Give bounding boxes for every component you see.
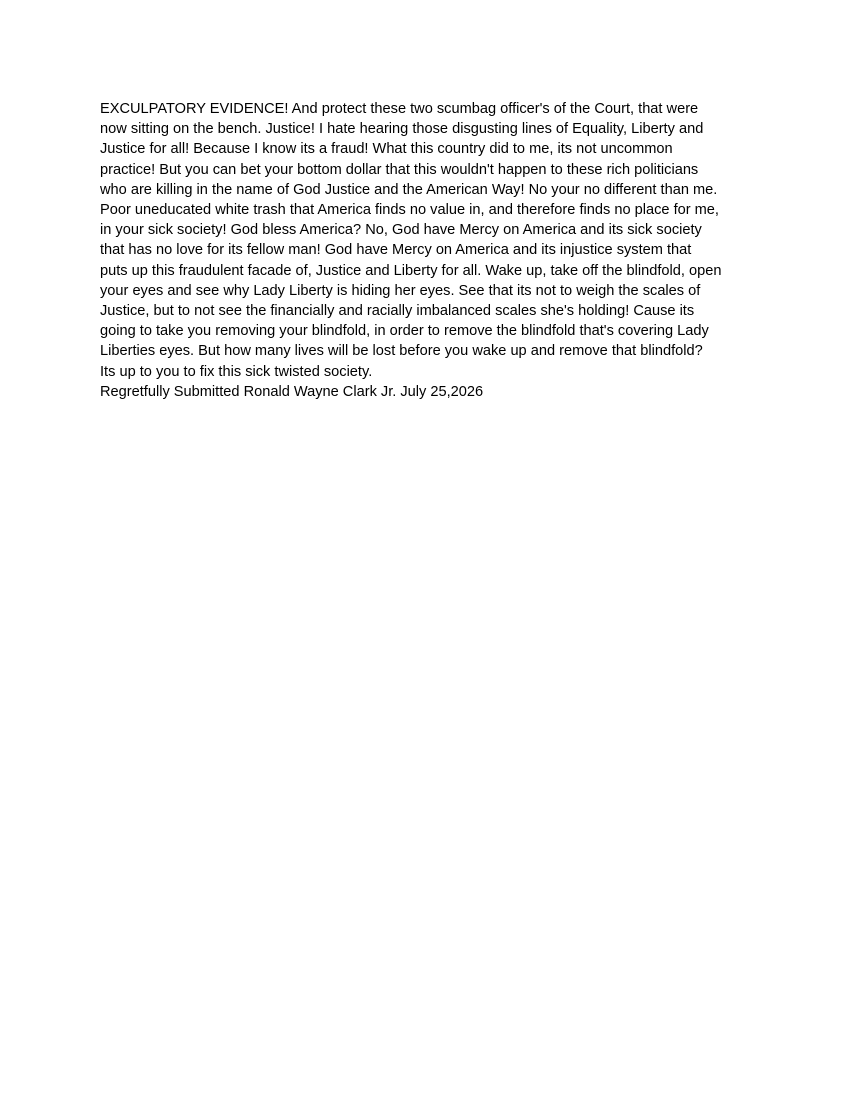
text-line: EXCULPATORY EVIDENCE! And protect these two scumbag officer's of the Court, that were xyxy=(100,101,699,117)
text-line: who are killing in the name of God Justice and the American Way! No your no different than me. xyxy=(100,181,718,198)
text-line: going to take you removing your blindfold, in order to remove the blindfold that's covering Lady xyxy=(100,323,709,340)
text-line: now sitting on the bench. Justice! I hate hearing those disgusting lines of Equality, Liberty and xyxy=(100,121,704,138)
text-line: practice! But you can bet your bottom dollar that this wouldn't happen to these rich politicians xyxy=(100,161,699,178)
text-line: your eyes and see why Lady Liberty is hiding her eyes. See that its not to weigh the scales of xyxy=(100,282,701,299)
text-line: Justice, but to not see the financially and racially imbalanced scales she's holding! Cause its xyxy=(100,303,695,320)
text-line: in your sick society! God bless America? No, God have Mercy on America and its sick society xyxy=(100,222,702,239)
text-line: Justice for all! Because I know its a fraud! What this country did to me, its not uncommon xyxy=(100,141,673,158)
text-line: that has no love for its fellow man! God have Mercy on America and its injustice system that xyxy=(100,242,692,259)
text-line: puts up this fraudulent facade of, Justice and Liberty for all. Wake up, take off the blindfold, open xyxy=(100,262,722,279)
text-line: Poor uneducated white trash that America finds no value in, and therefore finds no place for me, xyxy=(100,202,719,219)
text-line: Its up to you to fix this sick twisted society. xyxy=(100,363,373,380)
body-text xyxy=(100,99,760,402)
signature-line: Regretfully Submitted Ronald Wayne Clark Jr. July 25,2026 xyxy=(100,383,484,400)
text-line: Liberties eyes. But how many lives will be lost before you wake up and remove that blindfold? xyxy=(100,343,703,360)
